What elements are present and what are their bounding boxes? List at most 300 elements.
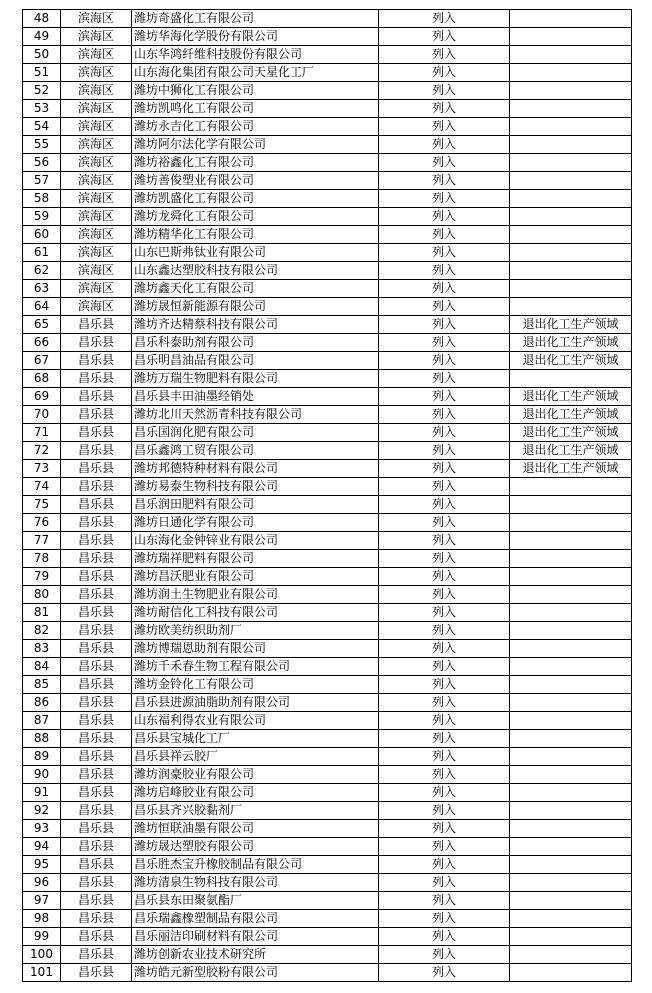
district-cell: 昌乐县 <box>61 730 132 748</box>
status-cell: 列入 <box>379 82 510 100</box>
row-number-cell: 80 <box>23 586 61 604</box>
table-row <box>23 478 632 496</box>
company-name-cell: 昌乐县丰田油墨经销处 <box>132 388 379 406</box>
company-name-cell: 昌乐瑞鑫橡塑制品有限公司 <box>132 910 379 928</box>
remark-cell <box>510 730 632 748</box>
remark-cell <box>510 676 632 694</box>
company-name-cell: 昌乐县东田聚氨酯厂 <box>132 892 379 910</box>
remark-cell <box>510 262 632 280</box>
status-cell: 列入 <box>379 136 510 154</box>
table-row <box>23 154 632 172</box>
row-number-cell: 60 <box>23 226 61 244</box>
remark-cell <box>510 172 632 190</box>
remark-cell <box>510 910 632 928</box>
district-cell: 昌乐县 <box>61 406 132 424</box>
remark-cell: 退出化工生产领域 <box>510 316 632 334</box>
company-name-cell: 潍坊万瑞生物肥料有限公司 <box>132 370 379 388</box>
row-number-cell: 65 <box>23 316 61 334</box>
row-number-cell: 67 <box>23 352 61 370</box>
company-name-cell: 山东华鸿纤维科技股份有限公司 <box>132 46 379 64</box>
remark-cell <box>510 586 632 604</box>
company-name-cell: 昌乐润田肥料有限公司 <box>132 496 379 514</box>
status-cell: 列入 <box>379 640 510 658</box>
district-cell: 昌乐县 <box>61 856 132 874</box>
district-cell: 滨海区 <box>61 118 132 136</box>
company-name-cell: 山东海化集团有限公司天星化工厂 <box>132 64 379 82</box>
row-number-cell: 75 <box>23 496 61 514</box>
status-cell: 列入 <box>379 28 510 46</box>
status-cell: 列入 <box>379 874 510 892</box>
district-cell: 昌乐县 <box>61 352 132 370</box>
district-cell: 昌乐县 <box>61 892 132 910</box>
company-name-cell: 潍坊润土生物肥业有限公司 <box>132 586 379 604</box>
status-cell: 列入 <box>379 226 510 244</box>
company-name-cell: 潍坊金铃化工有限公司 <box>132 676 379 694</box>
district-cell: 昌乐县 <box>61 622 132 640</box>
company-name-cell: 昌乐县宝城化工厂 <box>132 730 379 748</box>
status-cell: 列入 <box>379 370 510 388</box>
row-number-cell: 76 <box>23 514 61 532</box>
remark-cell <box>510 658 632 676</box>
table-body <box>23 10 632 982</box>
remark-cell <box>510 946 632 964</box>
status-cell: 列入 <box>379 856 510 874</box>
table-row <box>23 892 632 910</box>
district-cell: 昌乐县 <box>61 460 132 478</box>
row-number-cell: 56 <box>23 154 61 172</box>
remark-cell <box>510 10 632 28</box>
table-row <box>23 496 632 514</box>
status-cell: 列入 <box>379 64 510 82</box>
row-number-cell: 84 <box>23 658 61 676</box>
status-cell: 列入 <box>379 172 510 190</box>
row-number-cell: 77 <box>23 532 61 550</box>
company-name-cell: 潍坊奇盛化工有限公司 <box>132 10 379 28</box>
remark-cell <box>510 802 632 820</box>
row-number-cell: 64 <box>23 298 61 316</box>
status-cell: 列入 <box>379 676 510 694</box>
row-number-cell: 81 <box>23 604 61 622</box>
remark-cell <box>510 64 632 82</box>
status-cell: 列入 <box>379 154 510 172</box>
remark-cell <box>510 766 632 784</box>
company-name-cell: 潍坊善俊塑业有限公司 <box>132 172 379 190</box>
table-row <box>23 946 632 964</box>
status-cell: 列入 <box>379 730 510 748</box>
table-row <box>23 514 632 532</box>
row-number-cell: 62 <box>23 262 61 280</box>
table-row <box>23 334 632 352</box>
row-number-cell: 92 <box>23 802 61 820</box>
company-name-cell: 潍坊裕鑫化工有限公司 <box>132 154 379 172</box>
status-cell: 列入 <box>379 910 510 928</box>
status-cell: 列入 <box>379 784 510 802</box>
status-cell: 列入 <box>379 244 510 262</box>
status-cell: 列入 <box>379 532 510 550</box>
table-row <box>23 676 632 694</box>
row-number-cell: 88 <box>23 730 61 748</box>
remark-cell: 退出化工生产领域 <box>510 460 632 478</box>
remark-cell <box>510 298 632 316</box>
company-name-cell: 潍坊晟恒新能源有限公司 <box>132 298 379 316</box>
row-number-cell: 57 <box>23 172 61 190</box>
company-name-cell: 潍坊北川天然沥青科技有限公司 <box>132 406 379 424</box>
table-row <box>23 640 632 658</box>
company-name-cell: 潍坊中狮化工有限公司 <box>132 82 379 100</box>
table-row <box>23 568 632 586</box>
status-cell: 列入 <box>379 262 510 280</box>
district-cell: 滨海区 <box>61 208 132 226</box>
table-row <box>23 820 632 838</box>
company-name-cell: 潍坊博瑞恩助剂有限公司 <box>132 640 379 658</box>
row-number-cell: 90 <box>23 766 61 784</box>
district-cell: 滨海区 <box>61 298 132 316</box>
remark-cell <box>510 604 632 622</box>
district-cell: 滨海区 <box>61 10 132 28</box>
table-row <box>23 100 632 118</box>
company-name-cell: 昌乐县祥云胶厂 <box>132 748 379 766</box>
row-number-cell: 73 <box>23 460 61 478</box>
district-cell: 昌乐县 <box>61 442 132 460</box>
table-row <box>23 352 632 370</box>
company-name-cell: 潍坊恒联油墨有限公司 <box>132 820 379 838</box>
status-cell: 列入 <box>379 280 510 298</box>
company-name-cell: 潍坊龙舜化工有限公司 <box>132 208 379 226</box>
row-number-cell: 96 <box>23 874 61 892</box>
table-row <box>23 532 632 550</box>
district-cell: 昌乐县 <box>61 514 132 532</box>
company-name-cell: 潍坊耐信化工科技有限公司 <box>132 604 379 622</box>
table-row <box>23 586 632 604</box>
company-name-cell: 昌乐鑫鸿工贸有限公司 <box>132 442 379 460</box>
status-cell: 列入 <box>379 964 510 982</box>
status-cell: 列入 <box>379 478 510 496</box>
enterprise-list-table <box>22 9 632 982</box>
table-row <box>23 604 632 622</box>
status-cell: 列入 <box>379 694 510 712</box>
row-number-cell: 89 <box>23 748 61 766</box>
remark-cell: 退出化工生产领域 <box>510 352 632 370</box>
row-number-cell: 98 <box>23 910 61 928</box>
row-number-cell: 53 <box>23 100 61 118</box>
company-name-cell: 昌乐科泰助剂有限公司 <box>132 334 379 352</box>
table-row <box>23 838 632 856</box>
district-cell: 滨海区 <box>61 64 132 82</box>
company-name-cell: 潍坊启峰胶业有限公司 <box>132 784 379 802</box>
company-name-cell: 潍坊昌沃肥业有限公司 <box>132 568 379 586</box>
remark-cell: 退出化工生产领域 <box>510 334 632 352</box>
district-cell: 滨海区 <box>61 82 132 100</box>
status-cell: 列入 <box>379 10 510 28</box>
district-cell: 昌乐县 <box>61 766 132 784</box>
table-row <box>23 928 632 946</box>
row-number-cell: 99 <box>23 928 61 946</box>
table-row <box>23 766 632 784</box>
remark-cell <box>510 568 632 586</box>
table-row <box>23 280 632 298</box>
district-cell: 滨海区 <box>61 46 132 64</box>
row-number-cell: 48 <box>23 10 61 28</box>
remark-cell <box>510 118 632 136</box>
status-cell: 列入 <box>379 406 510 424</box>
table-row <box>23 694 632 712</box>
district-cell: 昌乐县 <box>61 658 132 676</box>
district-cell: 昌乐县 <box>61 712 132 730</box>
remark-cell <box>510 838 632 856</box>
table-row <box>23 262 632 280</box>
row-number-cell: 95 <box>23 856 61 874</box>
row-number-cell: 70 <box>23 406 61 424</box>
status-cell: 列入 <box>379 208 510 226</box>
table-row <box>23 172 632 190</box>
row-number-cell: 55 <box>23 136 61 154</box>
company-name-cell: 山东鑫达塑胶科技有限公司 <box>132 262 379 280</box>
company-name-cell: 潍坊阿尔法化学有限公司 <box>132 136 379 154</box>
row-number-cell: 87 <box>23 712 61 730</box>
company-name-cell: 潍坊鑫天化工有限公司 <box>132 280 379 298</box>
row-number-cell: 85 <box>23 676 61 694</box>
row-number-cell: 78 <box>23 550 61 568</box>
table-row <box>23 550 632 568</box>
table-row <box>23 82 632 100</box>
table-row <box>23 748 632 766</box>
status-cell: 列入 <box>379 190 510 208</box>
remark-cell <box>510 820 632 838</box>
row-number-cell: 72 <box>23 442 61 460</box>
district-cell: 滨海区 <box>61 190 132 208</box>
district-cell: 昌乐县 <box>61 928 132 946</box>
company-name-cell: 昌乐丽洁印刷材料有限公司 <box>132 928 379 946</box>
remark-cell <box>510 532 632 550</box>
remark-cell <box>510 82 632 100</box>
remark-cell <box>510 478 632 496</box>
district-cell: 昌乐县 <box>61 478 132 496</box>
table-row <box>23 28 632 46</box>
remark-cell <box>510 28 632 46</box>
status-cell: 列入 <box>379 496 510 514</box>
table-row <box>23 460 632 478</box>
status-cell: 列入 <box>379 424 510 442</box>
company-name-cell: 潍坊欧美纺织助剂厂 <box>132 622 379 640</box>
status-cell: 列入 <box>379 928 510 946</box>
status-cell: 列入 <box>379 658 510 676</box>
status-cell: 列入 <box>379 514 510 532</box>
remark-cell <box>510 622 632 640</box>
row-number-cell: 52 <box>23 82 61 100</box>
company-name-cell: 潍坊精华化工有限公司 <box>132 226 379 244</box>
status-cell: 列入 <box>379 568 510 586</box>
district-cell: 昌乐县 <box>61 424 132 442</box>
status-cell: 列入 <box>379 550 510 568</box>
row-number-cell: 86 <box>23 694 61 712</box>
company-name-cell: 昌乐胜杰宝升橡胶制品有限公司 <box>132 856 379 874</box>
status-cell: 列入 <box>379 460 510 478</box>
table-row <box>23 784 632 802</box>
company-name-cell: 潍坊瑞祥肥料有限公司 <box>132 550 379 568</box>
company-name-cell: 昌乐县进源油脂助剂有限公司 <box>132 694 379 712</box>
district-cell: 滨海区 <box>61 244 132 262</box>
district-cell: 昌乐县 <box>61 370 132 388</box>
district-cell: 昌乐县 <box>61 640 132 658</box>
district-cell: 昌乐县 <box>61 568 132 586</box>
district-cell: 昌乐县 <box>61 532 132 550</box>
remark-cell <box>510 496 632 514</box>
table-row <box>23 226 632 244</box>
row-number-cell: 61 <box>23 244 61 262</box>
row-number-cell: 50 <box>23 46 61 64</box>
remark-cell <box>510 208 632 226</box>
status-cell: 列入 <box>379 622 510 640</box>
remark-cell <box>510 226 632 244</box>
district-cell: 昌乐县 <box>61 694 132 712</box>
remark-cell: 退出化工生产领域 <box>510 406 632 424</box>
row-number-cell: 71 <box>23 424 61 442</box>
row-number-cell: 49 <box>23 28 61 46</box>
row-number-cell: 51 <box>23 64 61 82</box>
table-row <box>23 244 632 262</box>
district-cell: 昌乐县 <box>61 838 132 856</box>
company-name-cell: 昌乐国润化肥有限公司 <box>132 424 379 442</box>
table-row <box>23 964 632 982</box>
district-cell: 昌乐县 <box>61 316 132 334</box>
status-cell: 列入 <box>379 46 510 64</box>
remark-cell <box>510 370 632 388</box>
company-name-cell: 潍坊清泉生物科技有限公司 <box>132 874 379 892</box>
company-name-cell: 潍坊日通化学有限公司 <box>132 514 379 532</box>
company-name-cell: 潍坊凯盛化工有限公司 <box>132 190 379 208</box>
row-number-cell: 101 <box>23 964 61 982</box>
row-number-cell: 66 <box>23 334 61 352</box>
remark-cell <box>510 748 632 766</box>
remark-cell: 退出化工生产领域 <box>510 442 632 460</box>
status-cell: 列入 <box>379 838 510 856</box>
status-cell: 列入 <box>379 352 510 370</box>
table-row <box>23 10 632 28</box>
status-cell: 列入 <box>379 802 510 820</box>
district-cell: 昌乐县 <box>61 910 132 928</box>
remark-cell <box>510 640 632 658</box>
table-row <box>23 406 632 424</box>
district-cell: 昌乐县 <box>61 964 132 982</box>
row-number-cell: 82 <box>23 622 61 640</box>
table-row <box>23 136 632 154</box>
remark-cell <box>510 964 632 982</box>
table-row <box>23 712 632 730</box>
table-row <box>23 622 632 640</box>
district-cell: 昌乐县 <box>61 874 132 892</box>
district-cell: 昌乐县 <box>61 334 132 352</box>
row-number-cell: 97 <box>23 892 61 910</box>
status-cell: 列入 <box>379 946 510 964</box>
remark-cell <box>510 694 632 712</box>
table-row <box>23 910 632 928</box>
row-number-cell: 54 <box>23 118 61 136</box>
remark-cell <box>510 100 632 118</box>
remark-cell <box>510 244 632 262</box>
row-number-cell: 79 <box>23 568 61 586</box>
status-cell: 列入 <box>379 100 510 118</box>
company-name-cell: 山东海化金钟锌业有限公司 <box>132 532 379 550</box>
district-cell: 滨海区 <box>61 100 132 118</box>
remark-cell: 退出化工生产领域 <box>510 424 632 442</box>
district-cell: 昌乐县 <box>61 676 132 694</box>
table-row <box>23 118 632 136</box>
table-row <box>23 316 632 334</box>
row-number-cell: 59 <box>23 208 61 226</box>
district-cell: 昌乐县 <box>61 802 132 820</box>
district-cell: 滨海区 <box>61 226 132 244</box>
company-name-cell: 潍坊晟达塑胶有限公司 <box>132 838 379 856</box>
remark-cell <box>510 712 632 730</box>
company-name-cell: 潍坊易泰生物科技有限公司 <box>132 478 379 496</box>
status-cell: 列入 <box>379 334 510 352</box>
district-cell: 滨海区 <box>61 136 132 154</box>
remark-cell <box>510 136 632 154</box>
district-cell: 昌乐县 <box>61 496 132 514</box>
table-row <box>23 298 632 316</box>
district-cell: 昌乐县 <box>61 946 132 964</box>
district-cell: 滨海区 <box>61 280 132 298</box>
company-name-cell: 昌乐明昌油品有限公司 <box>132 352 379 370</box>
table-row <box>23 208 632 226</box>
status-cell: 列入 <box>379 604 510 622</box>
district-cell: 昌乐县 <box>61 388 132 406</box>
table-row <box>23 730 632 748</box>
company-name-cell: 潍坊润豪胶业有限公司 <box>132 766 379 784</box>
company-name-cell: 潍坊千禾春生物工程有限公司 <box>132 658 379 676</box>
status-cell: 列入 <box>379 586 510 604</box>
company-name-cell: 山东巴斯弗钛业有限公司 <box>132 244 379 262</box>
table-row <box>23 46 632 64</box>
district-cell: 昌乐县 <box>61 586 132 604</box>
table-row <box>23 874 632 892</box>
status-cell: 列入 <box>379 712 510 730</box>
district-cell: 昌乐县 <box>61 550 132 568</box>
district-cell: 昌乐县 <box>61 820 132 838</box>
status-cell: 列入 <box>379 766 510 784</box>
row-number-cell: 91 <box>23 784 61 802</box>
company-name-cell: 潍坊齐达精蔡科技有限公司 <box>132 316 379 334</box>
table-row <box>23 424 632 442</box>
row-number-cell: 94 <box>23 838 61 856</box>
remark-cell <box>510 892 632 910</box>
company-name-cell: 潍坊邦德特种材料有限公司 <box>132 460 379 478</box>
district-cell: 滨海区 <box>61 154 132 172</box>
remark-cell <box>510 874 632 892</box>
status-cell: 列入 <box>379 118 510 136</box>
table-row <box>23 370 632 388</box>
remark-cell <box>510 280 632 298</box>
remark-cell <box>510 856 632 874</box>
remark-cell: 退出化工生产领域 <box>510 388 632 406</box>
table-row <box>23 658 632 676</box>
status-cell: 列入 <box>379 748 510 766</box>
table-row <box>23 64 632 82</box>
status-cell: 列入 <box>379 892 510 910</box>
row-number-cell: 83 <box>23 640 61 658</box>
remark-cell <box>510 550 632 568</box>
status-cell: 列入 <box>379 442 510 460</box>
row-number-cell: 58 <box>23 190 61 208</box>
row-number-cell: 68 <box>23 370 61 388</box>
remark-cell <box>510 46 632 64</box>
row-number-cell: 74 <box>23 478 61 496</box>
remark-cell <box>510 190 632 208</box>
district-cell: 昌乐县 <box>61 604 132 622</box>
remark-cell <box>510 784 632 802</box>
company-name-cell: 潍坊永吉化工有限公司 <box>132 118 379 136</box>
company-name-cell: 潍坊凯鸣化工有限公司 <box>132 100 379 118</box>
